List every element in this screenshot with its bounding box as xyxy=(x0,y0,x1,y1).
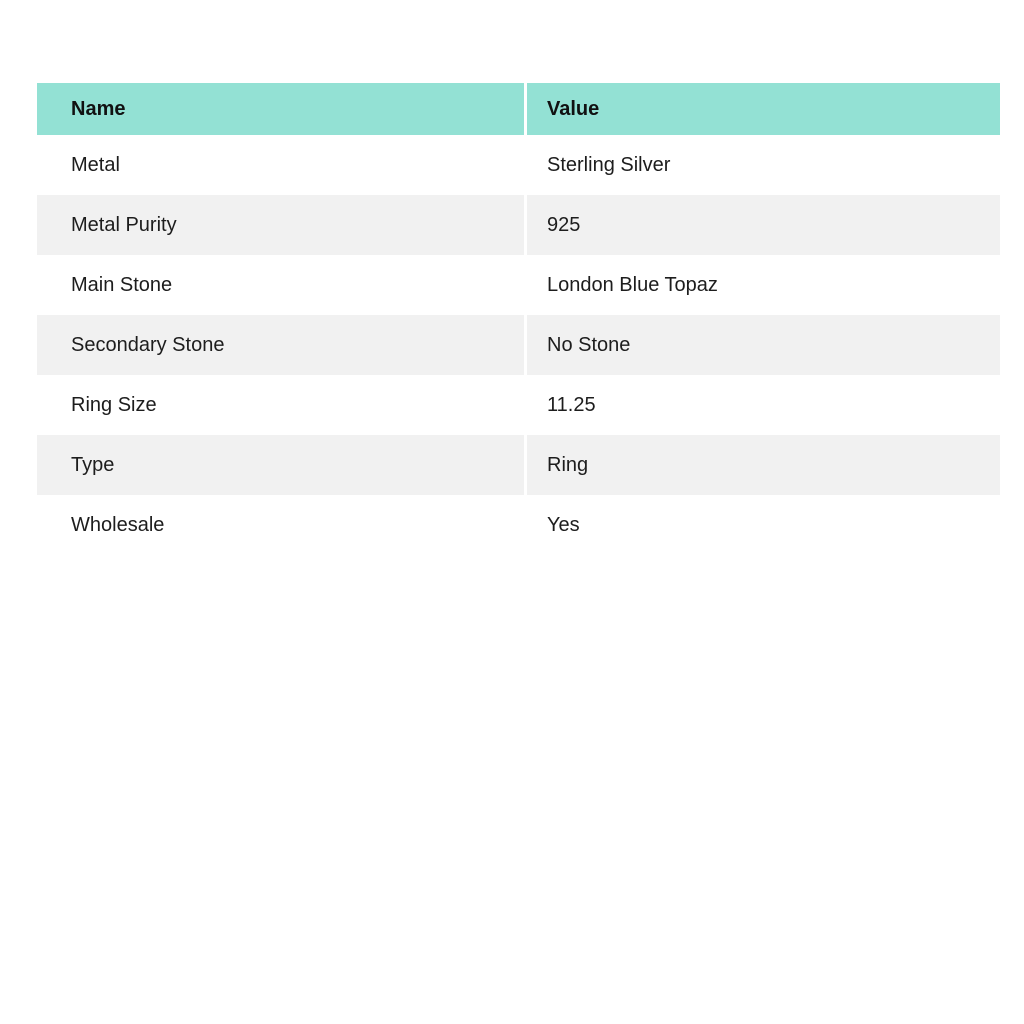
table-row xyxy=(37,195,1000,255)
row-name-cell: Wholesale xyxy=(37,495,524,555)
row-name-cell: Main Stone xyxy=(37,255,524,315)
table-row xyxy=(37,435,1000,495)
column-header-value: Value xyxy=(524,83,1000,135)
row-value-cell: Yes xyxy=(524,495,1000,555)
row-name-cell: Secondary Stone xyxy=(37,315,524,375)
table-row xyxy=(37,135,1000,195)
row-value-cell: 11.25 xyxy=(524,375,1000,435)
row-name-cell: Ring Size xyxy=(37,375,524,435)
table-row xyxy=(37,315,1000,375)
table-row xyxy=(37,375,1000,435)
row-name-cell: Type xyxy=(37,435,524,495)
product-spec-table xyxy=(37,83,1000,555)
table-row xyxy=(37,495,1000,555)
column-header-name: Name xyxy=(37,83,524,135)
row-name-cell: Metal Purity xyxy=(37,195,524,255)
row-name-cell: Metal xyxy=(37,135,524,195)
row-value-cell: Ring xyxy=(524,435,1000,495)
row-value-cell: London Blue Topaz xyxy=(524,255,1000,315)
row-value-cell: 925 xyxy=(524,195,1000,255)
table-row xyxy=(37,255,1000,315)
table-header-row xyxy=(37,83,1000,135)
row-value-cell: Sterling Silver xyxy=(524,135,1000,195)
row-value-cell: No Stone xyxy=(524,315,1000,375)
